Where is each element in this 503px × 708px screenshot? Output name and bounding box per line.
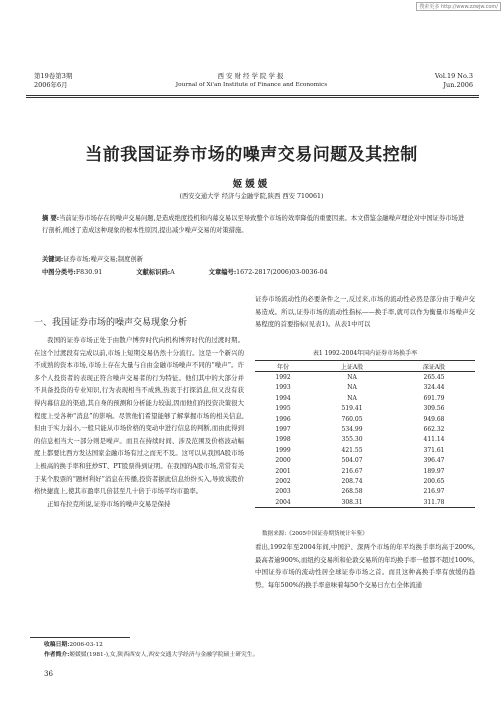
journal-name	[0, 72, 503, 90]
cell-year: 1992	[275, 374, 291, 382]
cell-year: 1994	[275, 394, 291, 402]
cell-sz: 189.97	[423, 467, 445, 475]
clc-label: 中图分类号:	[42, 269, 76, 276]
cell-sh: NA	[347, 384, 357, 392]
cell-year: 1993	[275, 384, 291, 392]
cell-sz: 216.97	[423, 488, 445, 496]
table-caption: 表1 1992-2004年国内证券市场换手率	[312, 350, 418, 357]
cell-year: 2001	[275, 467, 291, 475]
table-row	[255, 435, 475, 445]
doc-code-label: 文献标识码:	[136, 269, 171, 276]
cell-sz: 396.47	[423, 457, 445, 465]
table-row	[255, 476, 475, 486]
table-row	[255, 456, 475, 466]
right-column-top	[255, 293, 475, 331]
table-source: 数据来源:《2005中国证券期货统计年鉴》	[262, 531, 368, 537]
cell-sz: 662.32	[423, 426, 445, 434]
volume-date: Jun.2006	[443, 81, 473, 89]
cell-sh: 268.58	[341, 488, 363, 496]
cell-sh: 760.05	[341, 415, 363, 423]
cell-sh: 421.55	[341, 446, 363, 454]
received-date	[44, 640, 464, 650]
classification-line	[42, 267, 467, 279]
cell-year: 1999	[275, 446, 291, 454]
cell-year: 2003	[275, 488, 291, 496]
cell-sh: 308.31	[341, 498, 363, 506]
footnote-rule	[30, 637, 130, 638]
author-bio	[44, 650, 464, 660]
received-value: 2006-03-12	[69, 642, 103, 648]
column-header: 年份	[277, 363, 290, 371]
cell-sh: NA	[347, 394, 357, 402]
table-row	[255, 404, 475, 414]
left-column	[34, 334, 244, 510]
section-heading: 一、我国证券市场的噪声交易现象分析	[34, 318, 188, 328]
article-id-label: 文章编号:	[208, 269, 237, 276]
cell-year: 2000	[275, 457, 291, 465]
turnover-table-wrap	[255, 360, 475, 508]
author-bio-label: 作者简介:	[44, 652, 70, 658]
table-header-row	[255, 361, 475, 372]
cell-sh: 519.41	[341, 405, 363, 413]
paragraph: 证券市场流动性的必要条件之一,反过来,市场的流动性必然是部分由于噪声交易造成。所以,证券市场的流动性指标——换手率,就可以作为衡量市场噪声交易程度的首要指标(见表1)。从表1中可以	[255, 295, 475, 329]
page-number: 36	[44, 670, 53, 678]
paragraph: 看出,1992年至2004年间,中国沪、深两个市场的年平均换手率均高于200%,最高者逾900%,而纽约交易所和伦敦交易所的年均换手率一般都不超过100%,中国证券市场的流动性居全球证券市场之首。而且这种高换手率有放缓的趋势。每年500%的换手率意味着每50个交易日左右全体流通	[255, 543, 475, 589]
column-header: 上证A股	[340, 363, 364, 371]
table-row	[255, 393, 475, 403]
issue-date: 2006年6月	[34, 81, 68, 89]
journal-name-en: Journal of Xi'an Institute of Finance and Economics	[175, 82, 328, 88]
cell-sz: 265.45	[423, 374, 445, 382]
cell-sz: 200.65	[423, 477, 445, 485]
header-rule	[26, 95, 479, 96]
keywords-label: 关键词:	[42, 256, 64, 263]
table-row	[255, 383, 475, 393]
issue-volume: 第19卷第3期	[34, 72, 73, 80]
cell-sh: 504.07	[341, 457, 363, 465]
received-label: 收稿日期:	[44, 642, 70, 648]
table-row	[255, 445, 475, 455]
cell-year: 1995	[275, 405, 291, 413]
keywords	[42, 254, 467, 266]
footnote	[44, 640, 464, 660]
author-bio-text: 姬媛媛(1981-),女,陕西西安人,西安交通大学经济与金融学院硕士研究生。	[69, 652, 259, 658]
column-header: 深证A股	[422, 363, 446, 371]
cell-sz: 371.61	[423, 446, 445, 454]
table-row	[255, 372, 475, 383]
abstract	[42, 213, 467, 237]
cell-sz: 324.44	[423, 384, 445, 392]
cell-sh: NA	[347, 374, 357, 382]
cell-sz: 411.14	[423, 436, 445, 444]
journal-volume-en	[435, 72, 473, 90]
cell-year: 1997	[275, 426, 291, 434]
table-row	[255, 466, 475, 476]
article-title: 当前我国证券市场的噪声交易问题及其控制	[85, 145, 418, 165]
cell-sz: 949.68	[423, 415, 445, 423]
cell-sh: 355.30	[341, 436, 363, 444]
cell-year: 2002	[275, 477, 291, 485]
clc-value: F830.91	[75, 269, 103, 276]
article-id-value: 1672-2817(2006)03-0036-04	[236, 269, 328, 276]
cell-year: 2004	[275, 498, 291, 506]
table-row	[255, 424, 475, 434]
header-rule-thin	[26, 97, 479, 98]
turnover-table	[255, 360, 475, 508]
table-row	[255, 487, 475, 497]
paragraph: 我国的证券市场正处于由散户博弈时代向机构博弈时代的过渡时期。在这个过渡段有完成以前,市场上短期交易仍然十分流行。这是一个新兴的不成熟的资本市场,市场上存在大量与自由金融市场噪声不同的“噪声”。许多个人投资者的表现正符合噪声交易者的行为特征。他们其中的大部分并不具备投资的专业知识,行为表现相当不成熟,热衷于打探消息,但又没有获得内幕信息的渠道,其自身的预测和分析能力较弱,因而他们的投资决策很大程度上受各种“消息”的影响。尽管他们希望能够了解掌握市场的相关信息,但由于实力弱小,一般只能从市场价格的变动中进行信息的判断,而由此得到的信息相当大一部分则是噪声。而且在持续时间、涉及范围及价格波动幅度上都要比西方发达国家金融市场有过之而无不及。这可以从我国A股市场上极高的换手率和狂炒ST、PT股票得到证明。在我国的A股市场,常常有关于某个股票的“题材利好”消息在传播,投资者据此信息纷纷买入,导致该股价格快捷直上,使其市盈率几倍甚至几十倍于市场平均市盈率。	[34, 336, 244, 496]
cell-sh: 534.99	[341, 426, 363, 434]
author-affiliation: (西安交通大学 经济与金融学院,陕西 西安 710061)	[179, 193, 324, 200]
abstract-text: 当前证券市场存在的噪声交易问题,是造成绝度投机和内幕交易以至导致整个市场的效率降低的重要因素。本文借鉴金融噪声理论对中国证券市场进行剖析,阐述了造成这种现象的根本性原因,提出减少噪声交易的对策措施。	[42, 215, 465, 234]
keywords-text: 证券市场;噪声交易;制度创新	[63, 256, 144, 263]
table-row	[255, 414, 475, 424]
article-author: 姬媛媛	[232, 179, 271, 190]
cell-sh: 208.74	[341, 477, 363, 485]
volume-number: Vol.19 No.3	[434, 72, 473, 80]
watermark: 搜索更多 http://www.zzwjw.com/	[416, 2, 501, 11]
right-column-bottom	[255, 541, 475, 591]
table-row	[255, 497, 475, 508]
cell-year: 1996	[275, 415, 291, 423]
cell-sh: 216.67	[341, 467, 363, 475]
cell-sz: 691.79	[423, 394, 445, 402]
doc-code-value: A	[170, 269, 175, 276]
paragraph: 正如布拉克所说,证券市场的噪声交易是保持	[47, 499, 171, 508]
cell-sz: 309.56	[423, 405, 445, 413]
cell-year: 1998	[275, 436, 291, 444]
abstract-label: 摘 要:	[42, 215, 60, 222]
journal-name-cn: 西安财经学院学报	[217, 72, 286, 80]
cell-sz: 311.78	[423, 498, 445, 506]
